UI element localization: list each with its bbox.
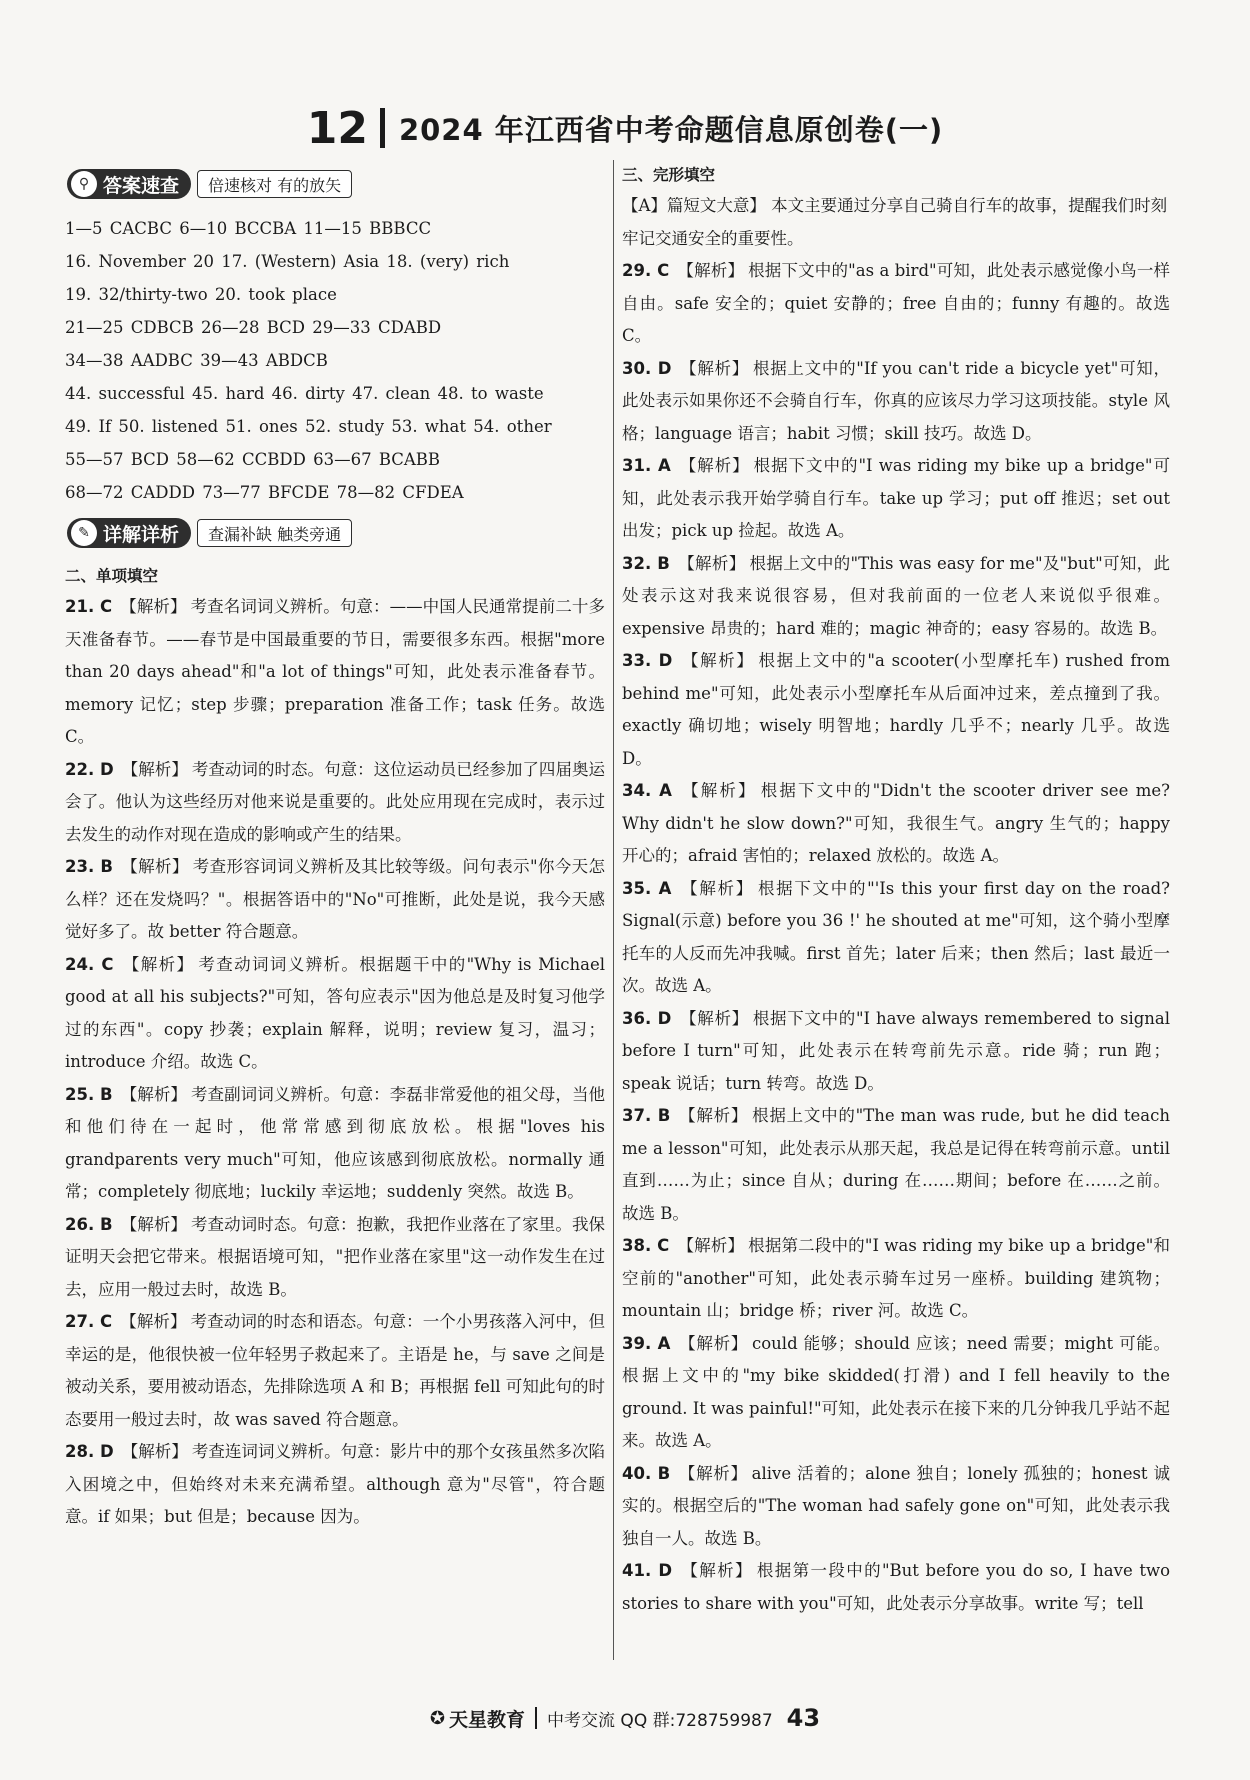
explanation-entry <box>65 949 605 1079</box>
question-answer: 31. A <box>622 456 671 475</box>
question-answer: 29. C <box>622 261 670 280</box>
question-answer: 26. B <box>65 1214 113 1234</box>
explanation-text: 根据下文中的"'Is this your first day on the road? Signal(示意) before you 36 !' he shouted at me"可知，这个骑小型摩托车的人反而先冲我喊。first 首先；later 后来；then 然后；last 最近一次。故选 A。 <box>622 878 1170 995</box>
question-answer: 41. D <box>622 1561 673 1580</box>
explanation-text: 根据上文中的"This was easy for me"及"but"可知，此处表示这对我来说很容易，但对我前面的一位老人来说似乎很难。expensive 昂贵的；hard 难的；magic 神奇的；easy 容易的。故选 B。 <box>622 553 1170 638</box>
analysis-tag: 【解析】 <box>121 954 195 974</box>
analysis-tag: 【解析】 <box>120 857 189 876</box>
explanation-text: 根据第一段中的"But before you do so, I have two stories to share with you"可知，此处表示分享故事。write 写；tell <box>622 1561 1171 1613</box>
publisher-brand: 天星教育 <box>449 1708 526 1731</box>
question-answer: 21. C <box>65 597 113 616</box>
answer-line: 68—72 CADDD 73—77 BFCDE 78—82 CFDEA <box>65 483 464 502</box>
star-logo-icon: ✪ <box>429 1707 446 1729</box>
section-heading: 二、单项填空 <box>65 567 159 585</box>
section-heading: 三、完形填空 <box>622 166 716 184</box>
question-answer: 35. A <box>622 878 672 898</box>
answer-list <box>65 212 605 509</box>
analysis-tag: 【解析】 <box>678 1463 748 1483</box>
explanation-entry <box>622 645 1170 775</box>
explanation-entry <box>622 1555 1170 1620</box>
analysis-tag: 【解析】 <box>680 1561 753 1580</box>
left-explanations <box>65 591 605 1534</box>
explanation-text: 根据上文中的"If you can't ride a bicycle yet"可知，此处表示如果你还不会骑自行车，你真的应该尽力学习这项技能。style 风格；language 语言；habit 习惯；skill 技巧。故选 D。 <box>622 358 1170 443</box>
explanation-text: could 能够；should 应该；need 需要；might 可能。根据上文中的"my bike skidded(打滑) and I fell heavily to the ground. It was painful!"可知，此处表示在接下来的几分钟我几乎站不起来。故选 A。 <box>622 1333 1171 1450</box>
answer-line: 44. successful 45. hard 46. dirty 47. clean 48. to waste <box>65 384 544 403</box>
analysis-tag: 【解析】 <box>121 759 188 779</box>
explanation-text: 根据下文中的"I was riding my bike up a bridge"可知，此处表示我开始学骑自行车。take up 学习；put off 推迟；set out 出发；pick up 捡起。故选 A。 <box>622 456 1170 540</box>
explanation-entry <box>622 873 1170 1003</box>
question-answer: 27. C <box>65 1312 113 1331</box>
answer-line: 34—38 AADBC 39—43 ABDCB <box>65 351 328 370</box>
analysis-tag: 【解析】 <box>677 553 746 573</box>
header-divider <box>380 108 385 148</box>
explanation-text: 考查动词时态。句意：抱歉，我把作业落在了家里。我保证明天会把它带来。根据语境可知，"把作业落在家里"这一动作发生在过去，应用一般过去时，故选 B。 <box>65 1214 606 1299</box>
page-footer <box>0 1698 1250 1738</box>
analysis-tag: 【解析】 <box>679 781 757 800</box>
explanation-entry <box>65 1436 605 1534</box>
analysis-tag: 【解析】 <box>677 261 745 280</box>
answer-line: 16. November 20 17. (Western) Asia 18. (very) rich <box>65 252 510 271</box>
explanation-entry <box>65 851 605 949</box>
analysis-tag: 【解析】 <box>120 597 187 616</box>
explanation-text: 考查名词词义辨析。句意：——中国人民通常提前二十多天准备春节。——春节是中国最重要的节日，需要很多东西。根据"more than 20 days ahead"和"a lot of things"可知，此处表示准备春节。memory 记忆；step 步骤；preparation 准备工作；task 任务。故选 C。 <box>65 597 606 746</box>
analysis-tag: 【解析】 <box>121 1442 188 1461</box>
explanation-entry <box>622 1003 1170 1101</box>
explanation-entry <box>622 1100 1170 1230</box>
passage-summary: 【A】篇短文大意】 本文主要通过分享自己骑自行车的故事，提醒我们时刻牢记交通安全的重要性。 <box>622 196 1168 248</box>
explanation-text: 考查动词词义辨析。根据题干中的"Why is Michael good at all his subjects?"可知，答句应表示"因为他总是及时复习他学过的东西"。copy 抄袭；explain 解释，说明；review 复习，温习；introduce 介绍。故选 C。 <box>65 954 605 1071</box>
analysis-tag: 【解析】 <box>120 1084 187 1104</box>
answer-banner <box>67 166 605 202</box>
explanation-text: 考查动词的时态。句意：这位运动员已经参加了四届奥运会了。他认为这些经历对他来说是重要的。此处应用现在完成时，表示过去发生的动作对现在造成的影响或产生的结果。 <box>65 759 606 844</box>
analysis-tag: 【解析】 <box>679 358 749 378</box>
analysis-tag: 【解析】 <box>679 878 754 898</box>
paper-number: 12 <box>306 102 368 154</box>
question-answer: 36. D <box>622 1008 672 1028</box>
analysis-tag: 【解析】 <box>680 651 755 670</box>
explanation-entry <box>622 450 1170 548</box>
right-explanations <box>622 255 1170 1620</box>
notebook-icon: ✎ <box>71 520 97 546</box>
explanation-entry <box>65 1209 605 1307</box>
question-answer: 39. A <box>622 1333 671 1353</box>
analysis-tag: 【解析】 <box>678 456 750 475</box>
question-answer: 23. B <box>65 857 113 876</box>
question-answer: 28. D <box>65 1442 114 1461</box>
explanation-text: alive 活着的；alone 独自；lonely 孤独的；honest 诚实的。根据空后的"The woman had safely gone on"可知，此处表示我独自一人。故选 B。 <box>622 1463 1170 1548</box>
analysis-tag: 【解析】 <box>678 1333 748 1353</box>
analysis-tag: 【解析】 <box>677 1236 745 1255</box>
explanation-entry <box>65 754 605 852</box>
question-answer: 37. B <box>622 1106 671 1125</box>
explanation-banner-subtitle: 查漏补缺 触类旁通 <box>197 519 352 547</box>
explanation-text: 考查连词词义辨析。句意：影片中的那个女孩虽然多次陷入困境之中，但始终对未来充满希望。although 意为"尽管"，符合题意。if 如果；but 但是；because 因为。 <box>65 1442 606 1526</box>
explanation-text: 根据上文中的"a scooter(小型摩托车) rushed from behind me"可知，此处表示小型摩托车从后面冲过来，差点撞到了我。exactly 确切地；wisely 明智地；hardly 几乎不；nearly 几乎。故选 D。 <box>622 651 1171 768</box>
question-answer: 40. B <box>622 1463 671 1483</box>
explanation-text: 根据上文中的"The man was rude, but he did teach me a lesson"可知，此处表示从那天起，我总是记得在转弯前示意。until 直到……为止；since 自从；during 在……期间；before 在……之前。故选 B。 <box>622 1106 1170 1223</box>
answer-banner-label <box>67 169 191 199</box>
question-answer: 25. B <box>65 1084 113 1104</box>
right-column <box>622 160 1170 1620</box>
left-column <box>65 160 605 1534</box>
analysis-tag: 【解析】 <box>120 1214 187 1234</box>
explanation-text: 根据第二段中的"I was riding my bike up a bridge"和空前的"another"可知，此处表示骑车过另一座桥。building 建筑物；mountain 山；bridge 桥；river 河。故选 C。 <box>622 1236 1170 1320</box>
explanation-banner-label <box>67 518 191 548</box>
answer-banner-subtitle: 倍速核对 有的放矢 <box>197 170 352 198</box>
answer-banner-title: 答案速查 <box>103 174 180 197</box>
explanation-entry <box>622 353 1170 451</box>
answer-line: 19. 32/thirty-two 20. took place <box>65 285 337 304</box>
footer-contact: 中考交流 QQ 群:728759987 <box>547 1710 773 1731</box>
explanation-entry <box>622 548 1170 646</box>
explanation-text: 根据下文中的"as a bird"可知，此处表示感觉像小鸟一样自由。safe 安全的；quiet 安静的；free 自由的；funny 有趣的。故选 C。 <box>622 261 1170 345</box>
analysis-tag: 【解析】 <box>120 1312 187 1331</box>
question-answer: 30. D <box>622 358 672 378</box>
question-answer: 33. D <box>622 651 673 670</box>
explanation-text: 考查动词的时态和语态。句意：一个小男孩落入河中，但幸运的是，他很快被一位年轻男子救起来了。主语是 he，与 save 之间是被动关系，要用被动语态，先排除选项 A 和 B；再根据 fell 可知此句的时态要用一般过去时，故 was saved 符合题意。 <box>65 1312 606 1429</box>
explanation-banner-title: 详解详析 <box>103 523 180 546</box>
answer-line: 1—5 CACBC 6—10 BCCBA 11—15 BBBCC <box>65 219 432 238</box>
footer-divider <box>535 1707 537 1729</box>
explanation-entry <box>622 1328 1170 1458</box>
analysis-tag: 【解析】 <box>678 1106 749 1125</box>
question-answer: 34. A <box>622 781 672 800</box>
question-answer: 32. B <box>622 553 670 573</box>
answer-line: 49. If 50. listened 51. ones 52. study 53. what 54. other <box>65 417 552 436</box>
question-answer: 22. D <box>65 759 114 779</box>
explanation-entry <box>65 591 605 754</box>
explanation-entry <box>65 1306 605 1436</box>
page-title: 2024 年江西省中考命题信息原创卷(一) <box>398 112 944 147</box>
page-number: 43 <box>786 1704 821 1732</box>
explanation-text: 根据下文中的"I have always remembered to signal before I turn"可知，此处表示在转弯前先示意。ride 骑；run 跑；speak 说话；turn 转弯。故选 D。 <box>622 1008 1171 1093</box>
explanation-text: 根据下文中的"Didn't the scooter driver see me? Why didn't he slow down?"可知，我很生气。angry 生气的；happy 开心的；afraid 害怕的；relaxed 放松的。故选 A。 <box>622 781 1170 865</box>
explanation-entry <box>622 775 1170 873</box>
answer-line: 21—25 CDBCB 26—28 BCD 29—33 CDABD <box>65 318 442 337</box>
answer-line: 55—57 BCD 58—62 CCBDD 63—67 BCABB <box>65 450 441 469</box>
analysis-tag: 【解析】 <box>679 1008 749 1028</box>
explanation-text: 考查形容词词义辨析及其比较等级。问句表示"你今天怎么样？还在发烧吗？"。根据答语中的"No"可推断，此处是说，我今天感觉好多了。故 better 符合题意。 <box>65 857 605 941</box>
explanation-entry <box>622 255 1170 353</box>
question-answer: 38. C <box>622 1236 670 1255</box>
explanation-text: 考查副词词义辨析。句意：李磊非常爱他的祖父母，当他和他们待在一起时，他常常感到彻底放松。根据"loves his grandparents very much"可知，他应该感到彻底放松。normally 通常；completely 彻底地；luckily 幸运地；suddenly 突然。故选 B。 <box>65 1084 606 1201</box>
explanation-banner <box>67 515 605 551</box>
magnifier-icon: ⚲ <box>71 171 97 197</box>
column-divider <box>613 160 614 1660</box>
question-answer: 24. C <box>65 954 114 974</box>
explanation-entry <box>622 1230 1170 1328</box>
explanation-entry <box>622 1458 1170 1556</box>
page-header <box>0 98 1250 158</box>
explanation-entry <box>65 1079 605 1209</box>
